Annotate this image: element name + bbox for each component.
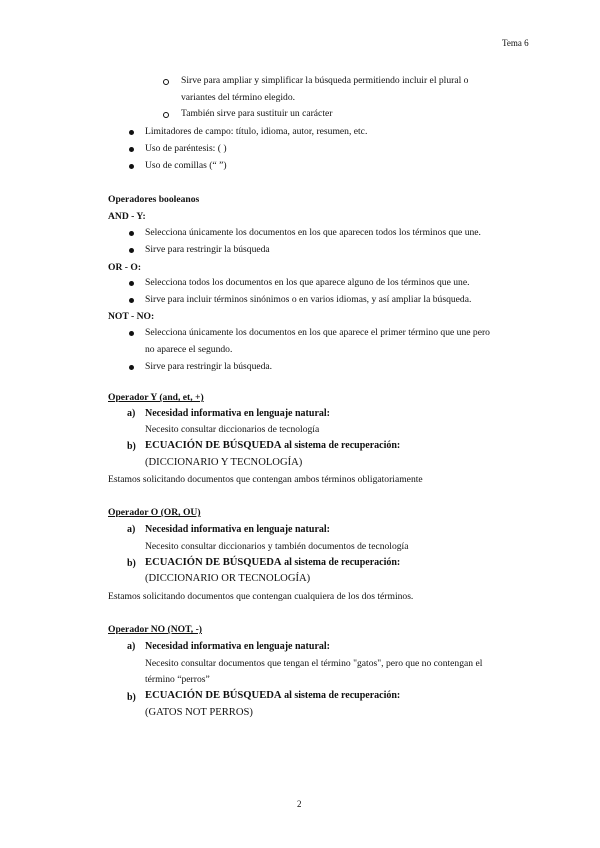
bullet-icon — [129, 331, 134, 336]
bullet-text: Sirve para incluir términos sinónimos o en varios idiomas, y así ampliar la búsqueda. — [145, 294, 472, 305]
bullet-text: Uso de paréntesis: ( ) — [145, 143, 227, 154]
bullet-icon — [129, 130, 134, 135]
list-marker: b) — [127, 441, 136, 452]
list-marker: b) — [127, 558, 136, 569]
list-label — [145, 690, 400, 703]
sub-bullet-text: También sirve para sustituir un carácter — [181, 108, 333, 119]
hollow-bullet-icon — [163, 112, 169, 118]
bullet-text: Selecciona todos los documentos en los que aparece alguno de los términos que une. — [145, 277, 470, 288]
or-label: OR - O: — [108, 262, 142, 273]
bullet-text: Limitadores de campo: título, idioma, autor, resumen, etc. — [145, 126, 368, 137]
equation-text: (DICCIONARIO OR TECNOLOGÍA) — [145, 573, 311, 584]
list-label — [145, 557, 400, 570]
and-label: AND - Y: — [108, 211, 146, 222]
operator-no-title: Operador NO (NOT, -) — [108, 624, 202, 635]
label-bold: ECUACIÓN DE BÚSQUEDA — [145, 440, 282, 451]
list-label — [145, 440, 400, 453]
label-rest: al sistema de recuperación: — [281, 690, 401, 701]
operator-y-title: Operador Y (and, et, +) — [108, 392, 204, 403]
bullet-text: no aparece el segundo. — [145, 344, 233, 355]
equation-text: (DICCIONARIO Y TECNOLOGÍA) — [145, 457, 303, 468]
section-heading: Operadores booleanos — [108, 194, 200, 205]
label-rest: al sistema de recuperación: — [281, 557, 401, 568]
list-text: Necesito consultar documentos que tengan el término "gatos", pero que no contengan el — [145, 658, 483, 669]
page-number: 2 — [297, 799, 302, 809]
list-text: Necesito consultar diccionarios y también documentos de tecnología — [145, 541, 409, 552]
sub-bullet-text: Sirve para ampliar y simplificar la búsqueda permitiendo incluir el plural o — [181, 75, 469, 86]
bullet-text: Sirve para restringir la búsqueda — [145, 244, 270, 255]
bullet-text: Uso de comillas (“ ”) — [145, 160, 227, 171]
list-text: término “perros” — [145, 674, 210, 685]
label-bold: ECUACIÓN DE BÚSQUEDA — [145, 690, 282, 701]
page-header: Tema 6 — [502, 38, 529, 48]
list-label: Necesidad informativa en lenguaje natural: — [145, 408, 330, 419]
bullet-icon — [129, 231, 134, 236]
list-marker: a) — [127, 641, 136, 652]
hollow-bullet-icon — [163, 79, 169, 85]
bullet-icon — [129, 298, 134, 303]
equation-text: (GATOS NOT PERROS) — [145, 707, 253, 718]
list-label: Necesidad informativa en lenguaje natural: — [145, 524, 330, 535]
bullet-icon — [129, 281, 134, 286]
bullet-icon — [129, 147, 134, 152]
label-rest: al sistema de recuperación: — [281, 440, 401, 451]
list-marker: b) — [127, 692, 136, 703]
bullet-icon — [129, 365, 134, 370]
operator-o-title: Operador O (OR, OU) — [108, 507, 201, 518]
list-marker: a) — [127, 524, 136, 535]
bullet-text: Selecciona únicamente los documentos en los que aparece el primer término que une pero — [145, 327, 490, 338]
list-label: Necesidad informativa en lenguaje natural: — [145, 641, 330, 652]
list-text: Necesito consultar diccionarios de tecnología — [145, 424, 320, 435]
bullet-icon — [129, 248, 134, 253]
bullet-text: Sirve para restringir la búsqueda. — [145, 361, 273, 372]
note-text: Estamos solicitando documentos que contengan ambos términos obligatoriamente — [108, 474, 423, 485]
not-label: NOT - NO: — [108, 311, 155, 322]
list-marker: a) — [127, 408, 136, 419]
note-text: Estamos solicitando documentos que contengan cualquiera de los dos términos. — [108, 591, 414, 602]
label-bold: ECUACIÓN DE BÚSQUEDA — [145, 557, 282, 568]
bullet-icon — [129, 164, 134, 169]
sub-bullet-text: variantes del término elegido. — [181, 92, 296, 103]
bullet-text: Selecciona únicamente los documentos en los que aparecen todos los términos que une. — [145, 227, 481, 238]
